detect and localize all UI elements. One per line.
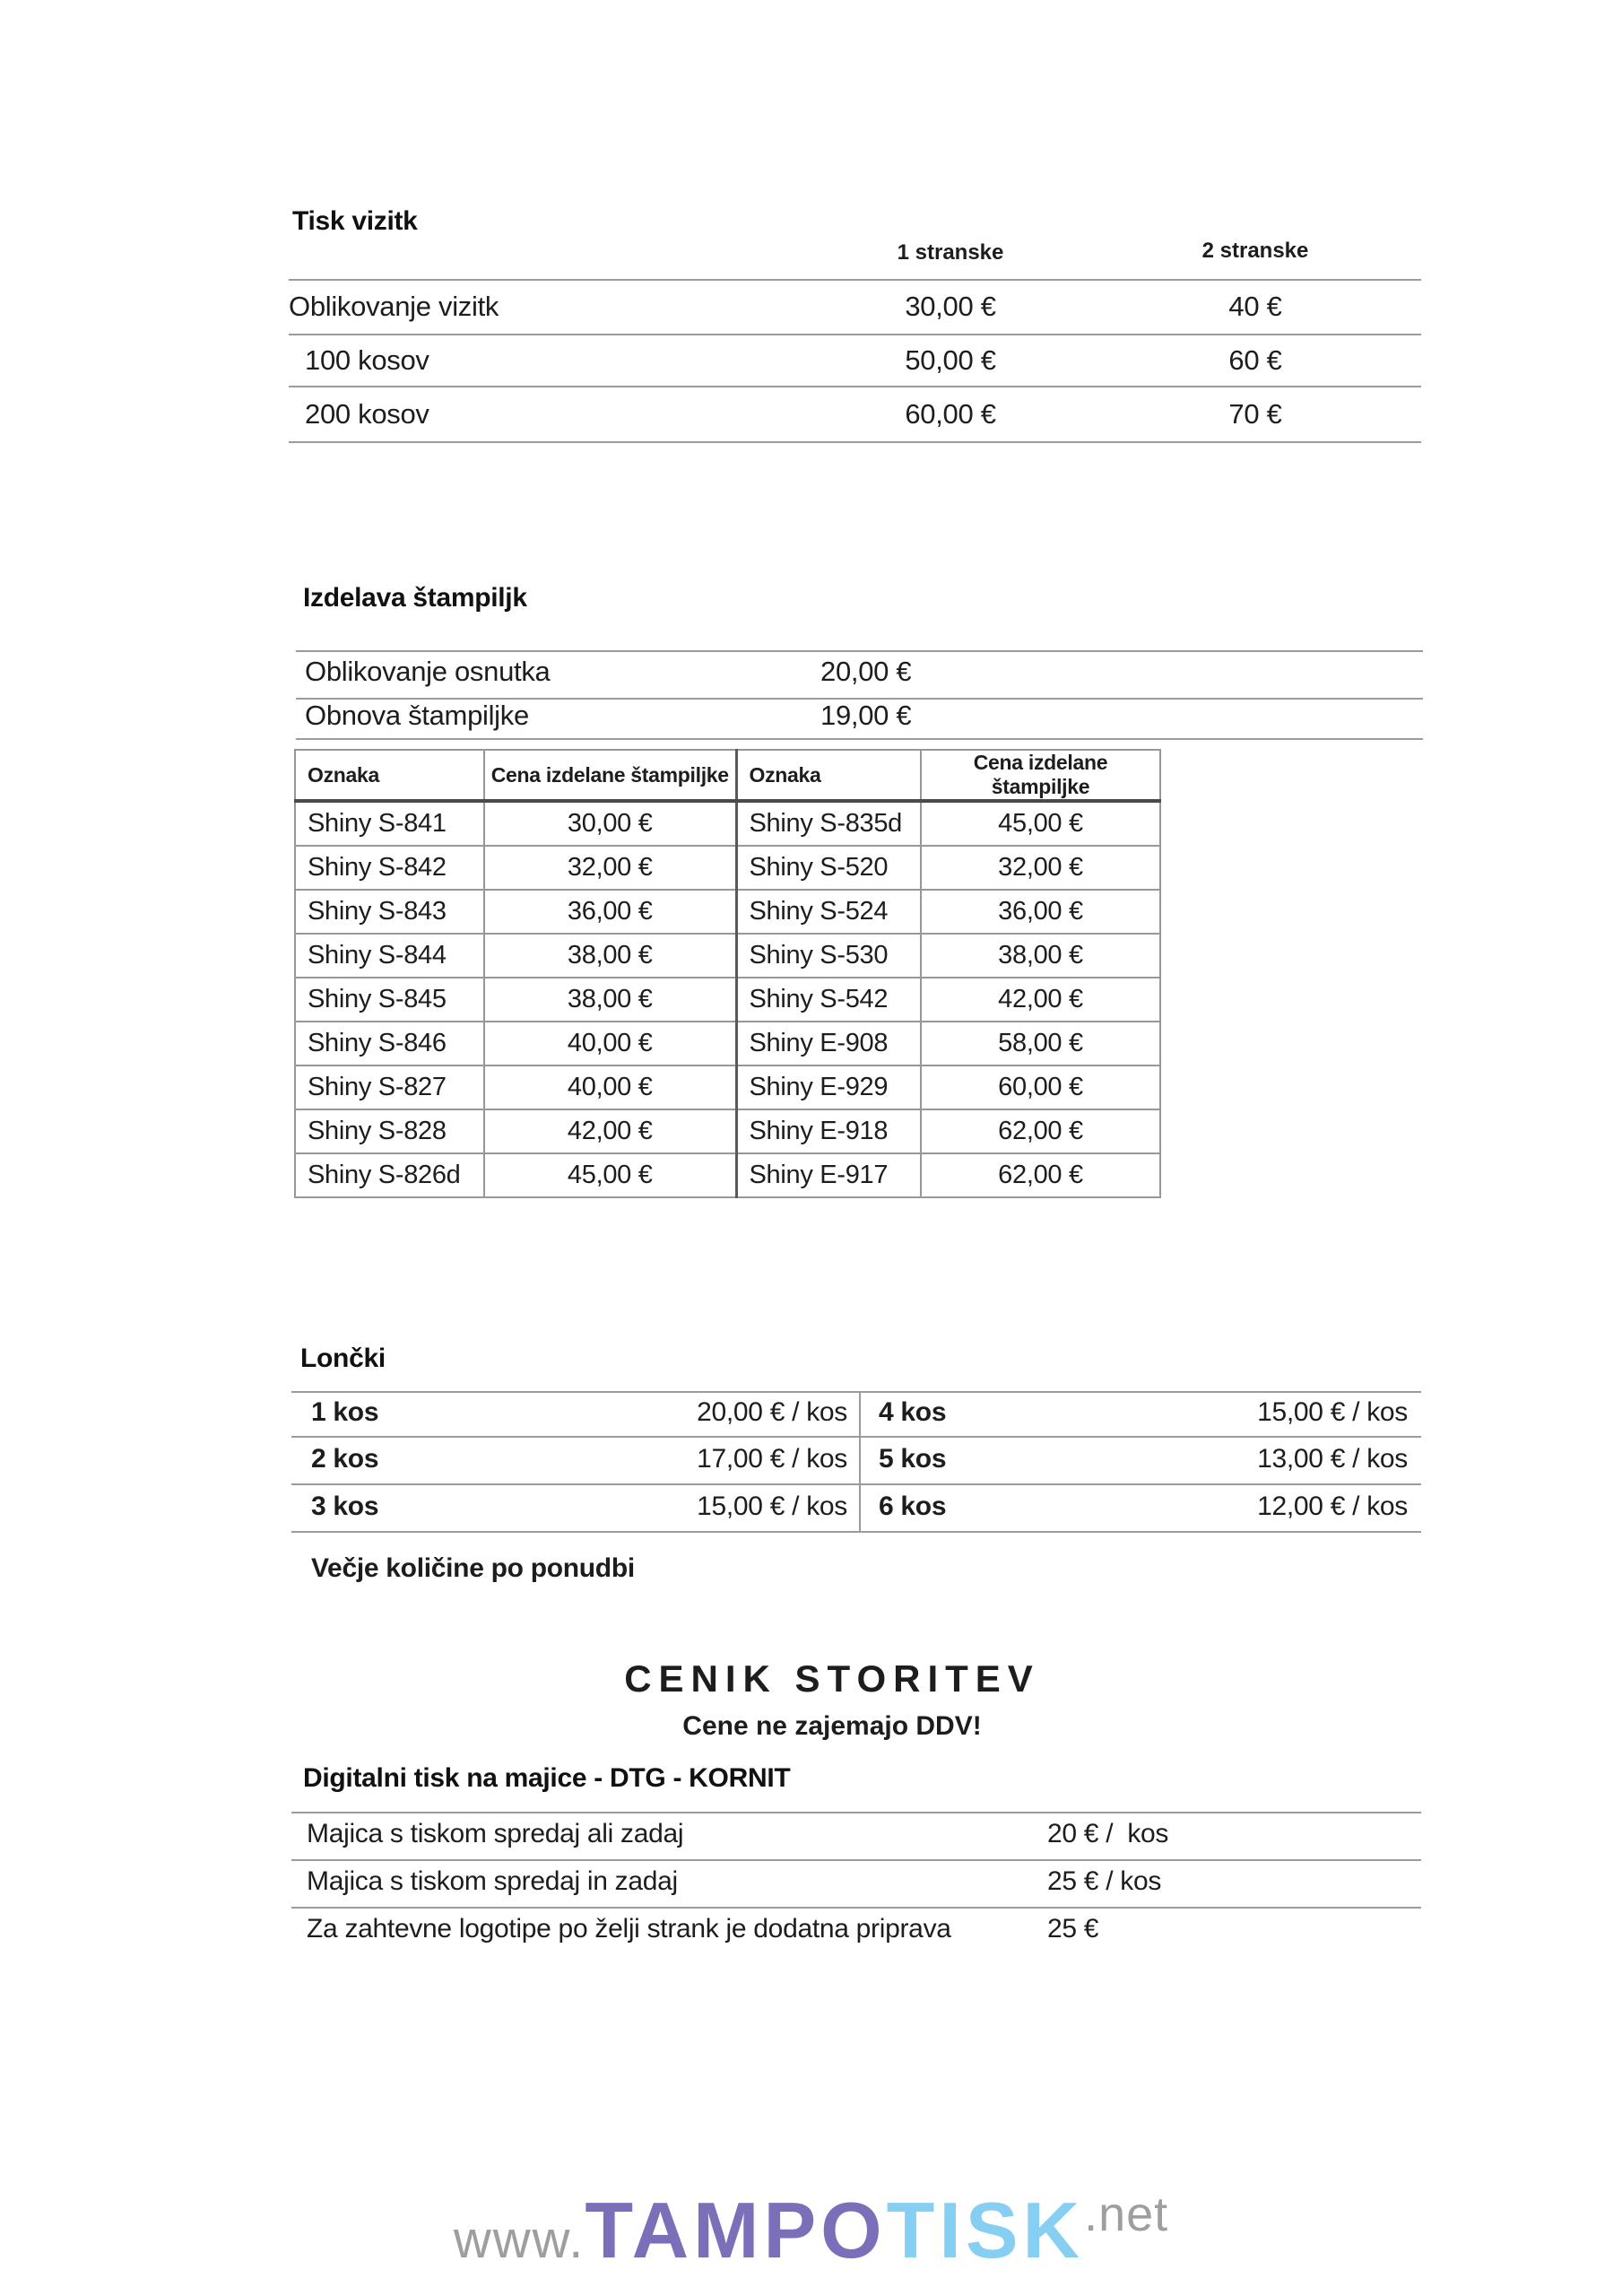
divider-line-vertical bbox=[859, 1391, 861, 1533]
stamp-model: Shiny S-845 bbox=[295, 978, 484, 1022]
dtg-row-label: Za zahtevne logotipe po želji strank je dodatna priprava bbox=[307, 1914, 951, 1944]
stamp-model: Shiny S-843 bbox=[295, 890, 484, 934]
stamp-model: Shiny S-846 bbox=[295, 1022, 484, 1065]
stamp-price: 40,00 € bbox=[484, 1065, 736, 1109]
column-header-2-stranske: 2 stranske bbox=[1201, 239, 1309, 263]
vizitke-row-price-2s: 70 € bbox=[1228, 398, 1282, 430]
divider-line bbox=[289, 441, 1421, 443]
stamp-model: Shiny E-908 bbox=[736, 1022, 921, 1065]
stamps-row bbox=[295, 1109, 1160, 1153]
stamp-model: Shiny S-842 bbox=[295, 846, 484, 890]
stamp-price: 45,00 € bbox=[921, 801, 1160, 846]
stamps-row bbox=[295, 801, 1160, 846]
vizitke-row-label: 200 kosov bbox=[305, 398, 429, 430]
loncki-qty: 2 kos bbox=[311, 1444, 379, 1474]
stamp-price: 42,00 € bbox=[484, 1109, 736, 1153]
stamp-model: Shiny S-530 bbox=[736, 934, 921, 978]
stamp-price: 38,00 € bbox=[484, 934, 736, 978]
stamp-price: 38,00 € bbox=[484, 978, 736, 1022]
divider-line bbox=[291, 1907, 1421, 1909]
stamps-header-row bbox=[295, 750, 1160, 801]
loncki-price: 12,00 € / kos bbox=[1257, 1492, 1408, 1521]
stamp-model: Shiny S-828 bbox=[295, 1109, 484, 1153]
stamp-price: 38,00 € bbox=[921, 934, 1160, 978]
divider-line bbox=[296, 738, 1423, 740]
stampiljke-pre-row-price: 19,00 € bbox=[820, 700, 912, 731]
stamps-header-cena-left: Cena izdelane štampiljke bbox=[484, 750, 736, 801]
dtg-row-price: 20 € / kos bbox=[1047, 1819, 1169, 1848]
stamp-model: Shiny S-520 bbox=[736, 846, 921, 890]
dtg-row-label: Majica s tiskom spredaj ali zadaj bbox=[307, 1819, 684, 1848]
stamp-price: 36,00 € bbox=[921, 890, 1160, 934]
stamp-price: 62,00 € bbox=[921, 1153, 1160, 1197]
stamp-model: Shiny S-841 bbox=[295, 801, 484, 846]
stamps-header-cena-right: Cena izdelane štampiljke bbox=[921, 750, 1160, 801]
stamps-row bbox=[295, 846, 1160, 890]
vizitke-row-label: 100 kosov bbox=[305, 344, 429, 376]
loncki-price: 15,00 € / kos bbox=[1257, 1397, 1408, 1427]
column-header-1-stranske: 1 stranske bbox=[897, 240, 1004, 265]
logo-www-text: www. bbox=[453, 2211, 585, 2269]
vizitke-row-price-1s: 50,00 € bbox=[905, 344, 996, 376]
stampiljke-pre-row-label: Obnova štampiljke bbox=[305, 700, 529, 731]
stamp-price: 42,00 € bbox=[921, 978, 1160, 1022]
section-title-tisk-vizitk: Tisk vizitk bbox=[292, 206, 418, 236]
stamp-price: 40,00 € bbox=[484, 1022, 736, 1065]
stamp-model: Shiny S-835d bbox=[736, 801, 921, 846]
divider-line bbox=[291, 1812, 1421, 1813]
stamps-row bbox=[295, 1022, 1160, 1065]
stamps-row bbox=[295, 934, 1160, 978]
section-title-dtg: Digitalni tisk na majice - DTG - KORNIT bbox=[303, 1763, 791, 1793]
stamp-price: 62,00 € bbox=[921, 1109, 1160, 1153]
loncki-qty: 1 kos bbox=[311, 1397, 379, 1427]
loncki-price: 17,00 € / kos bbox=[697, 1444, 847, 1474]
stampiljke-pre-row-price: 20,00 € bbox=[820, 656, 912, 687]
divider-line bbox=[289, 279, 1421, 281]
divider-line bbox=[289, 386, 1421, 387]
vizitke-row-price-1s: 60,00 € bbox=[905, 398, 996, 430]
stamps-header-oznaka-left: Oznaka bbox=[295, 750, 484, 801]
tampotisk-logo bbox=[0, 2185, 1622, 2276]
stamp-price: 32,00 € bbox=[484, 846, 736, 890]
stampiljke-pre-row-label: Oblikovanje osnutka bbox=[305, 656, 551, 687]
stamp-price: 36,00 € bbox=[484, 890, 736, 934]
loncki-price: 15,00 € / kos bbox=[697, 1492, 847, 1521]
loncki-qty: 5 kos bbox=[879, 1444, 947, 1474]
stamp-price: 45,00 € bbox=[484, 1153, 736, 1197]
stamp-price: 30,00 € bbox=[484, 801, 736, 846]
loncki-qty: 4 kos bbox=[879, 1397, 947, 1427]
divider-line bbox=[289, 334, 1421, 335]
stamp-model: Shiny E-929 bbox=[736, 1065, 921, 1109]
stamp-model: Shiny S-524 bbox=[736, 890, 921, 934]
cenik-subtitle: Cene ne zajemajo DDV! bbox=[682, 1711, 982, 1741]
loncki-price: 13,00 € / kos bbox=[1257, 1444, 1408, 1474]
stamps-row bbox=[295, 978, 1160, 1022]
divider-line bbox=[291, 1531, 1421, 1533]
stamp-price: 58,00 € bbox=[921, 1022, 1160, 1065]
logo-tisk-text: TISK bbox=[886, 2186, 1085, 2274]
divider-line bbox=[291, 1483, 1421, 1485]
vizitke-row-label: Oblikovanje vizitk bbox=[289, 291, 499, 322]
stamp-price: 60,00 € bbox=[921, 1065, 1160, 1109]
loncki-price: 20,00 € / kos bbox=[697, 1397, 847, 1427]
vizitke-row-price-2s: 60 € bbox=[1228, 344, 1282, 376]
stamp-model: Shiny S-542 bbox=[736, 978, 921, 1022]
stamp-model: Shiny E-917 bbox=[736, 1153, 921, 1197]
loncki-note: Večje količine po ponudbi bbox=[311, 1553, 635, 1583]
stamp-model: Shiny S-827 bbox=[295, 1065, 484, 1109]
dtg-row-price: 25 € / kos bbox=[1047, 1866, 1162, 1896]
stamp-price: 32,00 € bbox=[921, 846, 1160, 890]
stamp-model: Shiny S-844 bbox=[295, 934, 484, 978]
loncki-qty: 6 kos bbox=[879, 1492, 947, 1521]
loncki-qty: 3 kos bbox=[311, 1492, 379, 1521]
stamps-price-table bbox=[294, 749, 1161, 1198]
divider-line bbox=[296, 650, 1423, 652]
stamp-model: Shiny S-826d bbox=[295, 1153, 484, 1197]
dtg-row-price: 25 € bbox=[1047, 1914, 1099, 1944]
stamps-row bbox=[295, 890, 1160, 934]
logo-net-text: .net bbox=[1084, 2187, 1169, 2241]
section-title-izdelava-stampiljk: Izdelava štampiljk bbox=[303, 583, 527, 613]
dtg-row-label: Majica s tiskom spredaj in zadaj bbox=[307, 1866, 678, 1896]
divider-line bbox=[291, 1436, 1421, 1438]
section-title-loncki: Lončki bbox=[300, 1344, 386, 1373]
stamp-model: Shiny E-918 bbox=[736, 1109, 921, 1153]
vizitke-row-price-2s: 40 € bbox=[1228, 291, 1282, 322]
logo-tampo-text: TAMPO bbox=[585, 2186, 887, 2274]
divider-line bbox=[291, 1391, 1421, 1393]
stamps-row bbox=[295, 1065, 1160, 1109]
stamps-header-oznaka-right: Oznaka bbox=[736, 750, 921, 801]
vizitke-row-price-1s: 30,00 € bbox=[905, 291, 996, 322]
divider-line bbox=[291, 1859, 1421, 1861]
cenik-title: CENIK STORITEV bbox=[624, 1657, 1040, 1700]
stamps-row bbox=[295, 1153, 1160, 1197]
